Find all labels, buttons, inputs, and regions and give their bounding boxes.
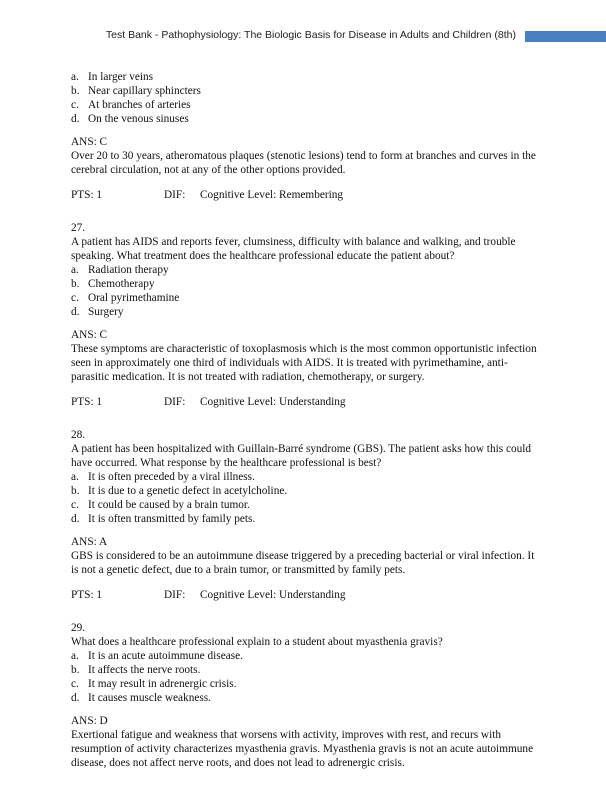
- question-27: [71, 221, 541, 409]
- answer-explanation: These symptoms are characteristic of toxoplasmosis which is the most common opportunistic infection seen in approximately one third of individuals with AIDS. It is treated with pyrimethamine, anti-parasitic medication. It is not treated with radiation, chemotherapy, or surgery.: [71, 343, 537, 383]
- option-c: c. Oral pyrimethamine: [71, 292, 180, 304]
- question-block-prev: [71, 70, 541, 202]
- option-c: c. It could be caused by a brain tumor.: [71, 499, 250, 511]
- header-title: Test Bank - Pathophysiology: The Biologic Basis for Disease in Adults and Children (8th): [105, 29, 516, 41]
- option-d: d. It causes muscle weakness.: [71, 692, 211, 704]
- page-content: [71, 70, 541, 770]
- answer-line: ANS: C: [71, 329, 108, 341]
- question-stem: A patient has been hospitalized with Guillain-Barré syndrome (GBS). The patient asks how this could have occurred. What response by the healthcare professional is best?: [71, 443, 532, 469]
- question-meta: [71, 188, 541, 202]
- option-b: b. Near capillary sphincters: [71, 85, 201, 97]
- points: PTS: 1: [71, 189, 103, 201]
- option-d: d. It is often transmitted by family pets.: [71, 513, 256, 525]
- answer-line: ANS: D: [71, 715, 108, 727]
- option-a: a. Radiation therapy: [71, 264, 169, 276]
- answer-line: ANS: C: [71, 136, 108, 148]
- difficulty-value: Cognitive Level: Understanding: [200, 589, 346, 601]
- option-a: a. It is often preceded by a viral illness.: [71, 471, 255, 483]
- answer-explanation: Exertional fatigue and weakness that worsens with activity, improves with rest, and recurs with resumption of activity characterizes myasthenia gravis. Myasthenia gravis is not an acute autoimmune disease, does not affect nerve roots, and does not lead to adrenergic crisis.: [71, 729, 534, 769]
- option-d: d. Surgery: [71, 306, 124, 318]
- option-a: a. It is an acute autoimmune disease.: [71, 650, 243, 662]
- difficulty-value: Cognitive Level: Understanding: [200, 396, 346, 408]
- points: PTS: 1: [71, 589, 103, 601]
- answer-explanation: GBS is considered to be an autoimmune disease triggered by a preceding bacterial or viral infection. It is not a genetic defect, due to a brain tumor, or transmitted by family pets.: [71, 550, 535, 576]
- points: PTS: 1: [71, 396, 103, 408]
- option-c: c. It may result in adrenergic crisis.: [71, 678, 237, 690]
- option-c: c. At branches of arteries: [71, 99, 191, 111]
- question-stem: What does a healthcare professional explain to a student about myasthenia gravis?: [71, 636, 443, 648]
- question-29: [71, 621, 541, 770]
- option-a: a. In larger veins: [71, 71, 154, 83]
- question-meta: [71, 395, 541, 409]
- option-b: b. It is due to a genetic defect in acetylcholine.: [71, 485, 288, 497]
- question-number: 27.: [71, 222, 86, 234]
- question-number: 28.: [71, 429, 86, 441]
- question-28: [71, 428, 541, 602]
- question-stem: A patient has AIDS and reports fever, clumsiness, difficulty with balance and walking, and trouble speaking. What treatment does the healthcare professional educate the patient about?: [71, 236, 516, 262]
- header-accent-bar: [525, 31, 606, 42]
- question-number: 29.: [71, 622, 86, 634]
- difficulty-label: DIF:: [164, 396, 186, 408]
- difficulty-label: DIF:: [164, 189, 186, 201]
- answer-line: ANS: A: [71, 536, 108, 548]
- option-b: b. It affects the nerve roots.: [71, 664, 201, 676]
- page-header: [0, 29, 606, 45]
- option-d: d. On the venous sinuses: [71, 113, 189, 125]
- difficulty-label: DIF:: [164, 589, 186, 601]
- question-meta: [71, 588, 541, 602]
- option-b: b. Chemotherapy: [71, 278, 155, 290]
- answer-explanation: Over 20 to 30 years, atheromatous plaques (stenotic lesions) tend to form at branches and curves in the cerebral circulation, not at any of the other options provided.: [71, 150, 536, 176]
- difficulty-value: Cognitive Level: Remembering: [200, 189, 344, 201]
